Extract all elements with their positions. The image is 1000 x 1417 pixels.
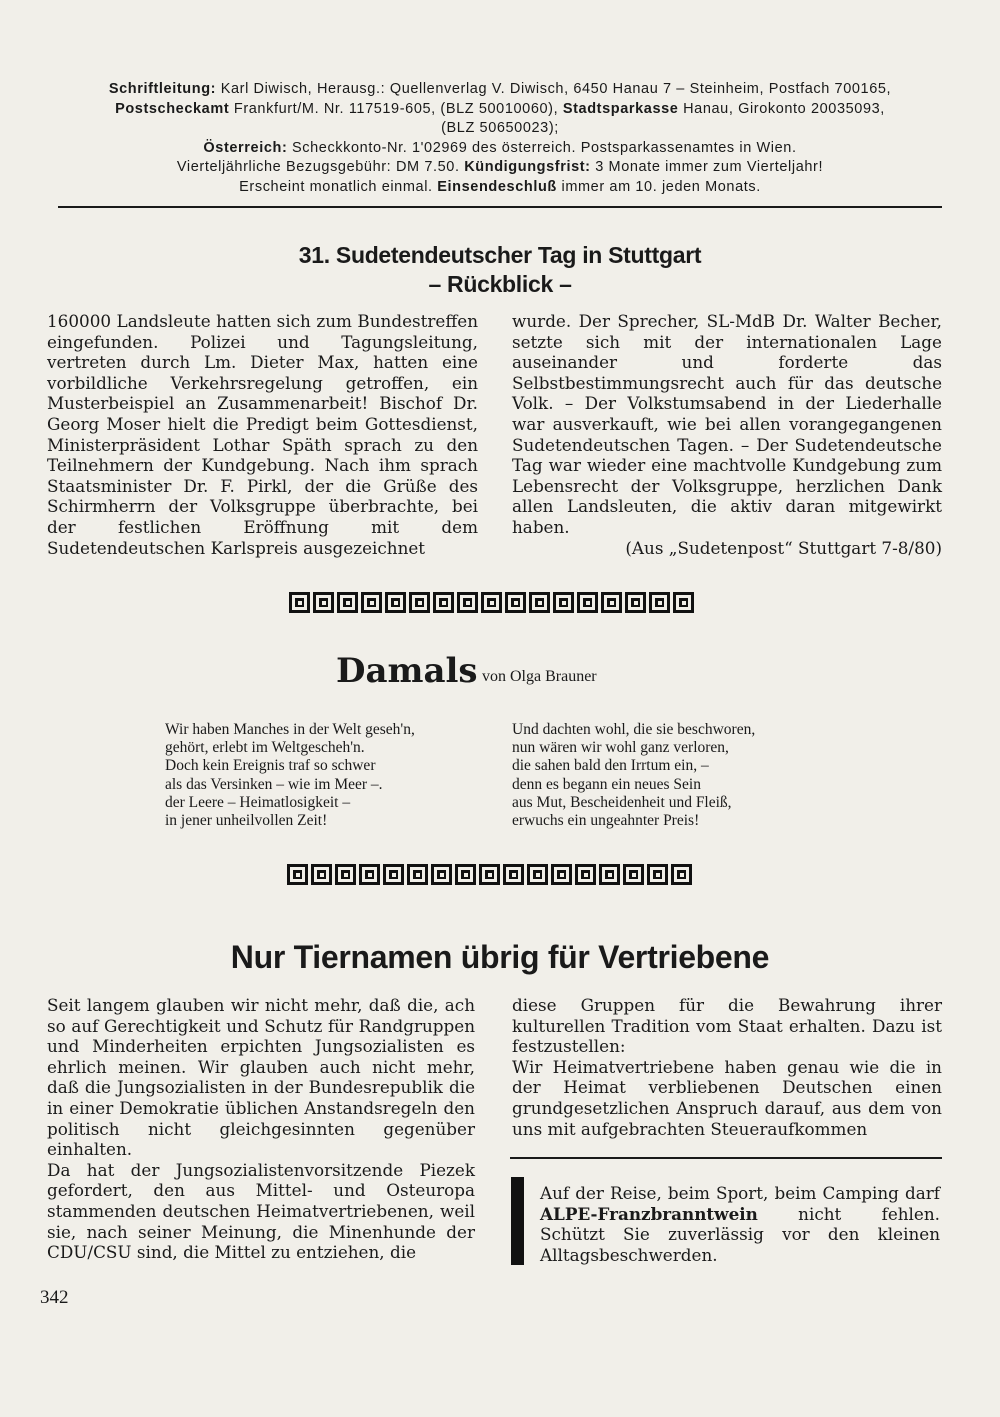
ornament-square: [505, 592, 526, 613]
ornament-square: [649, 592, 670, 613]
article1-source: (Aus „Sudetenpost“ Stuttgart 7-8/80): [625, 537, 942, 558]
masthead-line-4: Österreich: Scheckkonto-Nr. 1'02969 des österreich. Postsparkassenamtes in Wien.: [203, 139, 797, 156]
masthead-line-1: Schriftleitung: Karl Diwisch, Herausg.: Quellenverlag V. Diwisch, 6450 Hanau 7 – Steinheim, Postfach 700165,: [108, 81, 892, 97]
ornament-square: [671, 864, 692, 885]
ornament-square: [359, 864, 380, 885]
article1-column-left: 160000 Landsleute hatten sich zum Bundestreffen eingefunden. Polizei und Tagungsleitung, vertreten durch Lm. Dieter Max, hatten eine vorbildliche Verkehrsregelung getroffen, ein Musterbeispiel an Zusammenarbeit! Bischof Dr. Georg Moser hielt die Predigt beim Gottesdienst, Ministerpräsident Lothar Späth sprach zu den Teilnehmern der Kundgebung. Nach ihm sprach Staatsminister Dr. F. Pirkl, der die Grüße des Schirmherrn der Volksgruppe überbrachte, bei der festlichen Eröffnung mit dem Sudetendeutschen Karlspreis ausgezeichnet: [47, 311, 478, 558]
article1-title: [100, 241, 900, 299]
ornament-square: [407, 864, 428, 885]
poem-title: Damals: [336, 651, 478, 691]
ornament-square: [361, 592, 382, 613]
ornament-square: [527, 864, 548, 885]
ornament-square: [385, 592, 406, 613]
article2-column-right: diese Gruppen für die Bewahrung ihrer kulturellen Tradition vom Staat erhalten. Dazu ist festzustellen: Wir Heimatvertriebene haben genau wie die in der Heimat verbliebenen Deutschen einen grundgesetzlichen Anspruch darauf, aus dem von uns mit aufgebrachten Steueraufkommen: [512, 995, 942, 1139]
poem-stanza-left: Wir haben Manches in der Welt geseh'n, gehört, erlebt im Weltgescheh'n. Doch kein Ereignis traf so schwer als das Versinken – wie im Meer –. der Leere – Heimatlosigkeit – in jener unheilvollen Zeit!: [165, 721, 415, 830]
poem-byline: von Olga Brauner: [482, 668, 597, 685]
masthead-line-3: (BLZ 50650023);: [441, 120, 559, 136]
masthead-line-6: Erscheint monatlich einmal. Einsendeschluß immer am 10. jeden Monats.: [239, 178, 761, 195]
poem-stanza-right: Und dachten wohl, die sie beschworen, nun wären wir wohl ganz verloren, die sahen bald den Irrtum ein, – denn es begann ein neues Sein aus Mut, Bescheidenheit und Fleiß, erwuchs ein ungeahnter Preis!: [512, 721, 756, 830]
ornament-square: [673, 592, 694, 613]
ornament-square: [599, 864, 620, 885]
ornament-square: [577, 592, 598, 613]
ornament-square: [383, 864, 404, 885]
ornament-square: [553, 592, 574, 613]
article1-title-line1: 31. Sudetendeutscher Tag in Stuttgart: [298, 242, 702, 268]
ornament-square: [481, 592, 502, 613]
article1-title-line2: – Rückblick –: [428, 271, 572, 297]
ornament-square: [601, 592, 622, 613]
advert-divider: [510, 1157, 942, 1159]
ornament-border-bottom: [287, 864, 692, 885]
masthead-line-2: Postscheckamt Frankfurt/M. Nr. 117519-605, (BLZ 50010060), Stadtsparkasse Hanau, Girokonto 20035093,: [115, 100, 885, 117]
ornament-border-top: [289, 592, 694, 613]
article2-column-left: Seit langem glauben wir nicht mehr, daß die, ach so auf Gerechtigkeit und Schutz für Randgruppen und Minderheiten erpichten Jungsozialisten es ehrlich meinen. Wir glauben auch nicht mehr, daß die Jungsozialisten in der Bundesrepublik die in einer Demokratie üblichen Anstandsregeln den politisch nicht gleichgesinnten gegenüber einhalten. Da hat der Jungsozialistenvorsitzende Piezek gefordert, den aus Mittel- und Osteuropa stammenden deutschen Heimatvertriebenen, weil sie, nach seiner Meinung, die Minenhunde der CDU/CSU sind, die Mittel zu entziehen, die: [47, 995, 475, 1263]
ornament-square: [457, 592, 478, 613]
ornament-square: [529, 592, 550, 613]
masthead-line-5: Vierteljährliche Bezugsgebühr: DM 7.50. Kündigungsfrist: 3 Monate immer zum Vierteljahr!: [176, 159, 824, 175]
article1-column-right: wurde. Der Sprecher, SL-MdB Dr. Walter Becher, setzte sich mit der internationalen Lage auseinander und forderte das Selbstbestimmungsrecht auch für das deutsche Volk. – Der Volkstumsabend in der Liederhalle war ausverkauft, wie bei allen vorangegangenen Sudetendeutschen Tagen. – Der Sudetendeutsche Tag war wieder eine machtvolle Kundgebung zum Lebensrecht der Volksgruppe, herzlichen Dank allen Landsleuten, die aktiv daran mitgewirkt haben. (Aus „Sudetenpost“ Stuttgart 7-8/80): [512, 311, 942, 558]
page-number: 342: [40, 1287, 69, 1308]
ornament-square: [287, 864, 308, 885]
ornament-square: [311, 864, 332, 885]
ornament-square: [313, 592, 334, 613]
ornament-square: [337, 592, 358, 613]
ornament-square: [431, 864, 452, 885]
ornament-square: [647, 864, 668, 885]
ornament-square: [623, 864, 644, 885]
masthead-divider: [58, 206, 942, 208]
ornament-square: [433, 592, 454, 613]
ornament-square: [625, 592, 646, 613]
article2-title: Nur Tiernamen übrig für Vertriebene: [230, 939, 770, 975]
ornament-square: [335, 864, 356, 885]
ornament-square: [551, 864, 572, 885]
ornament-square: [455, 864, 476, 885]
ornament-square: [479, 864, 500, 885]
masthead: [60, 80, 940, 197]
advert: Auf der Reise, beim Sport, beim Camping darf ALPE-Franzbranntwein nicht fehlen. Schützt Sie zuverlässig vor den kleinen Alltagsbeschwerden.: [540, 1183, 940, 1265]
ornament-square: [575, 864, 596, 885]
ornament-square: [289, 592, 310, 613]
ornament-square: [503, 864, 524, 885]
ornament-square: [409, 592, 430, 613]
advert-brand: ALPE-Franzbranntwein: [540, 1203, 758, 1224]
advert-bar: [511, 1177, 524, 1265]
